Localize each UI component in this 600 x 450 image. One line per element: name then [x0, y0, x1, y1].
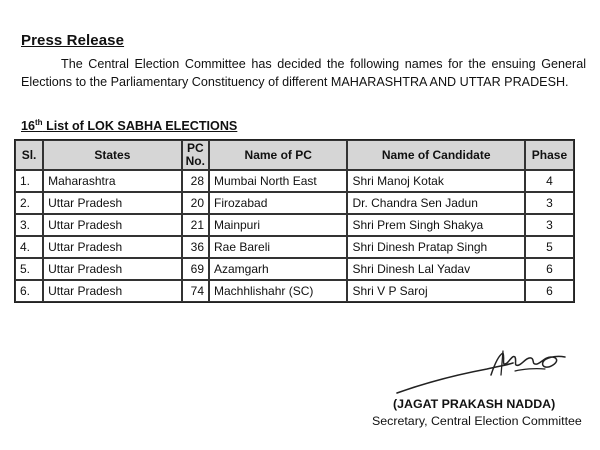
cell-pc-name: Machhlishahr (SC): [209, 280, 347, 302]
cell-pc-no: 21: [182, 214, 209, 236]
cell-sl: 1.: [15, 170, 43, 192]
cell-pc-name: Mainpuri: [209, 214, 347, 236]
cell-sl: 5.: [15, 258, 43, 280]
candidate-table: [14, 139, 575, 303]
list-heading-suffix: th: [35, 118, 43, 127]
header-name-of-pc: Name of PC: [209, 140, 347, 170]
cell-sl: 2.: [15, 192, 43, 214]
cell-sl: 4.: [15, 236, 43, 258]
cell-candidate: Shri Dinesh Lal Yadav: [347, 258, 524, 280]
cell-state: Uttar Pradesh: [43, 236, 181, 258]
list-heading-text: List of LOK SABHA ELECTIONS: [42, 119, 238, 133]
table-row: [15, 280, 574, 302]
list-heading: [21, 119, 237, 133]
cell-pc-name: Azamgarh: [209, 258, 347, 280]
signatory-designation: Secretary, Central Election Committee: [372, 414, 582, 428]
cell-sl: 6.: [15, 280, 43, 302]
cell-phase: 3: [525, 214, 574, 236]
signature: [395, 345, 570, 395]
page-title: Press Release: [21, 32, 125, 49]
table-row: [15, 192, 574, 214]
cell-pc-no: 69: [182, 258, 209, 280]
cell-state: Uttar Pradesh: [43, 258, 181, 280]
cell-state: Uttar Pradesh: [43, 280, 181, 302]
cell-pc-name: Rae Bareli: [209, 236, 347, 258]
cell-phase: 6: [525, 280, 574, 302]
cell-phase: 4: [525, 170, 574, 192]
intro-paragraph: The Central Election Committee has decided the following names for the ensuing General Elections to the Parliamentary Constituency of different MAHARASHTRA AND UTTAR PRADESH.: [21, 57, 586, 89]
cell-candidate: Shri Dinesh Pratap Singh: [347, 236, 524, 258]
cell-pc-no: 36: [182, 236, 209, 258]
signatory-name: (JAGAT PRAKASH NADDA): [393, 397, 556, 411]
header-pc-no: [182, 140, 209, 170]
header-name-of-candidate: Name of Candidate: [347, 140, 524, 170]
cell-candidate: Shri V P Saroj: [347, 280, 524, 302]
cell-pc-name: Mumbai North East: [209, 170, 347, 192]
cell-phase: 6: [525, 258, 574, 280]
cell-state: Uttar Pradesh: [43, 214, 181, 236]
cell-sl: 3.: [15, 214, 43, 236]
header-sl: Sl.: [15, 140, 43, 170]
header-phase: Phase: [525, 140, 574, 170]
table-row: [15, 236, 574, 258]
header-pc-no-line2: No.: [185, 154, 205, 168]
cell-pc-no: 74: [182, 280, 209, 302]
list-heading-number: 16: [21, 119, 36, 133]
cell-state: Uttar Pradesh: [43, 192, 181, 214]
cell-candidate: Shri Prem Singh Shakya: [347, 214, 524, 236]
cell-candidate: Shri Manoj Kotak: [347, 170, 524, 192]
cell-phase: 3: [525, 192, 574, 214]
table-row: [15, 258, 574, 280]
cell-candidate: Dr. Chandra Sen Jadun: [347, 192, 524, 214]
table-row: [15, 214, 574, 236]
cell-pc-no: 28: [182, 170, 209, 192]
header-pc-no-line1: PC: [186, 141, 204, 155]
cell-pc-name: Firozabad: [209, 192, 347, 214]
cell-phase: 5: [525, 236, 574, 258]
cell-state: Maharashtra: [43, 170, 181, 192]
cell-pc-no: 20: [182, 192, 209, 214]
header-states: States: [43, 140, 181, 170]
table-row: [15, 170, 574, 192]
table-header-row: [15, 140, 574, 170]
